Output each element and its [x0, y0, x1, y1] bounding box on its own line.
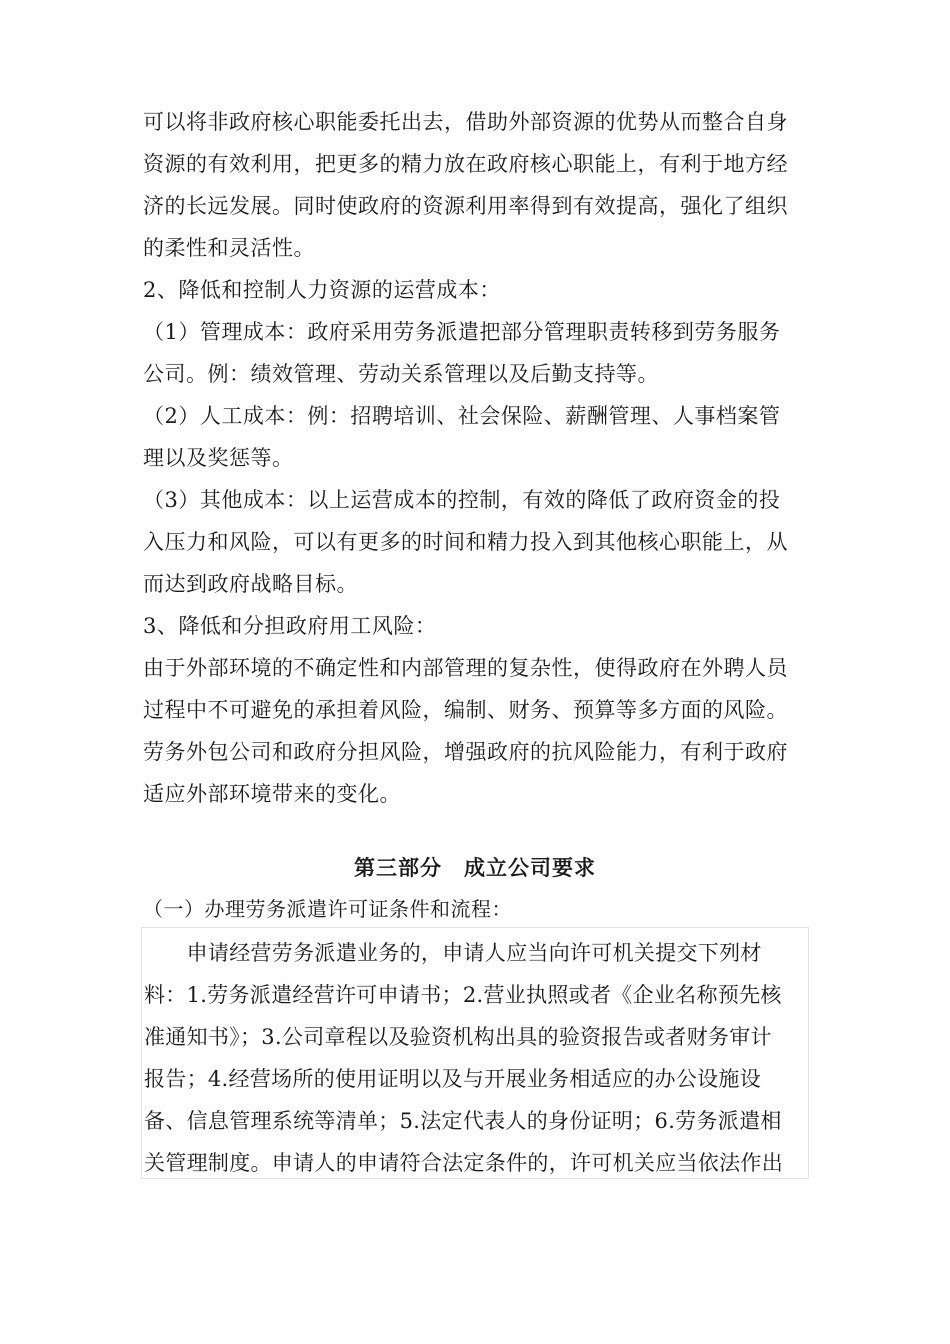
body-line: （2）人工成本：例：招聘培训、社会保险、薪酬管理、人事档案管	[143, 404, 781, 428]
body-line: 公司。例：绩效管理、劳动关系管理以及后勤支持等。	[143, 362, 659, 386]
framed-line: 关管理制度。申请人的申请符合法定条件的，许可机关应当依法作出	[144, 1151, 783, 1175]
framed-line: 备、信息管理系统等清单；5.法定代表人的身份证明；6.劳务派遣相	[144, 1109, 782, 1133]
body-line: 的柔性和灵活性。	[143, 236, 315, 260]
framed-line: 申请经营劳务派遣业务的，申请人应当向许可机关提交下列材	[144, 941, 762, 965]
body-line: 过程中不可避免的承担着风险，编制、财务、预算等多方面的风险。	[143, 698, 788, 722]
body-line: 济的长远发展。同时使政府的资源利用率得到有效提高，强化了组织	[143, 194, 788, 218]
body-text	[143, 101, 811, 815]
body-line: 可以将非政府核心职能委托出去，借助外部资源的优势从而整合自身	[143, 110, 788, 134]
body-line: 而达到政府战略目标。	[143, 572, 358, 596]
body-line: 劳务外包公司和政府分担风险，增强政府的抗风险能力，有利于政府	[143, 740, 788, 764]
subheading: （一）办理劳务派遣许可证条件和流程：	[143, 897, 512, 921]
body-line: 适应外部环境带来的变化。	[143, 782, 401, 806]
body-line: 入压力和风险，可以有更多的时间和精力投入到其他核心职能上，从	[143, 530, 788, 554]
body-line: （3）其他成本：以上运营成本的控制，有效的降低了政府资金的投	[143, 488, 781, 512]
framed-line: 准通知书》；3.公司章程以及验资机构出具的验资报告或者财务审计	[144, 1025, 772, 1049]
framed-paragraph	[141, 927, 809, 1179]
section-heading: 第三部分 成立公司要求	[354, 856, 596, 880]
body-line: 理以及奖惩等。	[143, 446, 294, 470]
body-line: 资源的有效利用，把更多的精力放在政府核心职能上，有利于地方经	[143, 152, 788, 176]
body-line: （1）管理成本：政府采用劳务派遣把部分管理职责转移到劳务服务	[143, 320, 781, 344]
list-heading-2: 2、降低和控制人力资源的运营成本：	[143, 278, 501, 302]
framed-line: 报告；4.经营场所的使用证明以及与开展业务相适应的办公设施设	[144, 1067, 762, 1091]
framed-line: 料：1.劳务派遣经营许可申请书；2.营业执照或者《企业名称预先核	[144, 983, 782, 1007]
list-heading-3: 3、降低和分担政府用工风险：	[143, 614, 437, 638]
body-line: 由于外部环境的不确定性和内部管理的复杂性，使得政府在外聘人员	[143, 656, 788, 680]
